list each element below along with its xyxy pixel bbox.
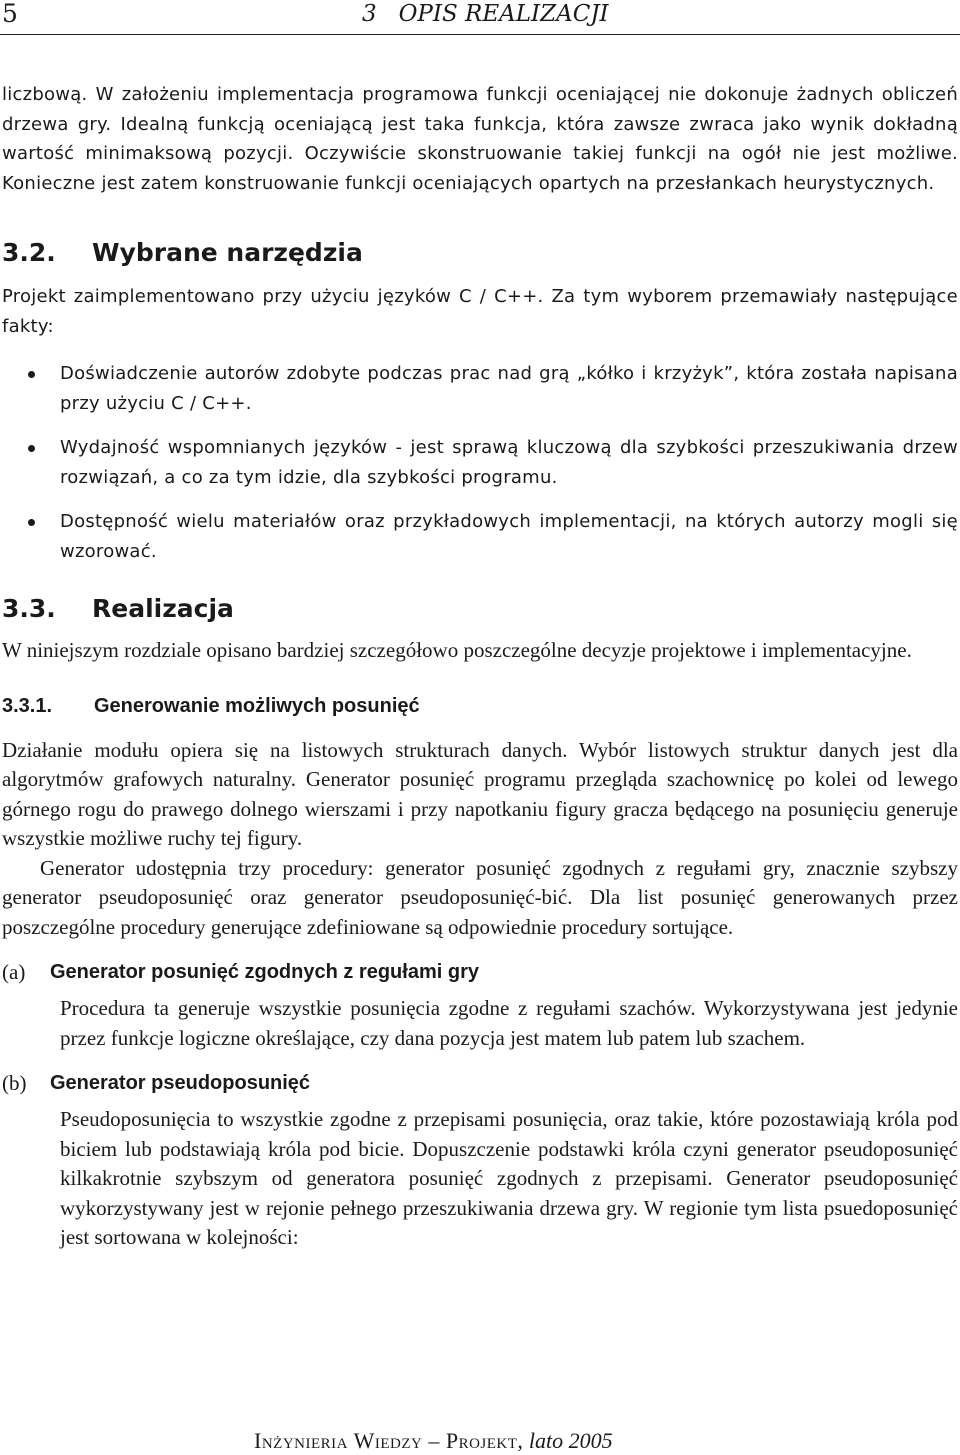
page-footer <box>254 1428 613 1454</box>
item-label: (b) <box>2 1071 27 1095</box>
item-body <box>2 994 958 1053</box>
section-heading-3-2 <box>2 238 958 268</box>
body-paragraph: Działanie modułu opiera się na listowych strukturach danych. Wybór listowych struktur danych jest dla algorytmów grafowych naturalny. Generator posunięć programu przegląda szachownicę po kolei od lewego górnego rogu do prawego dolnego wierszami i przy napotkaniu figury gracza będącego na posunięciu generuje wszystkie możliwe ruchy tej figury. <box>2 737 958 850</box>
section-lead-paragraph: W niniejszym rozdziale opisano bardziej szczegółowo poszczególne decyzje projektowe i implementacyjne. <box>2 638 912 662</box>
bullet-icon <box>28 371 35 378</box>
facts-list <box>2 359 958 566</box>
intro-paragraph: liczbową. W założeniu implementacja programowa funkcji oceniającej nie dokonuje żadnych obliczeń drzewa gry. Idealną funkcją oceniającą jest taka funkcja, która zawsze zwraca jako wynik dokładną wartość minimaksową pozycji. Oczywiście skonstruowanie takiej funkcji na ogół nie jest możliwe. Konieczne jest zatem konstruowanie funkcji oceniających opartych na przesłankach heurystycznych. <box>2 84 958 194</box>
list-item: Dostępność wielu materiałów oraz przykładowych implementacji, na których autorzy mogli się wzorować. <box>60 507 958 566</box>
item-title: Generator posunięć zgodnych z regułami gry <box>50 961 479 983</box>
item-body <box>2 1105 958 1253</box>
section-title: Wybrane narzędzia <box>92 238 363 267</box>
footer-publication: Inżynieria Wiedzy – Projekt, <box>254 1428 524 1453</box>
section-lead-paragraph: Projekt zaimplementowano przy użyciu języków C / C++. Za tym wyborem przemawiały następujące fakty: <box>2 286 958 337</box>
page-number: 5 <box>2 0 18 28</box>
subsection-number: 3.3.1. <box>2 694 53 717</box>
header-rule <box>0 34 960 35</box>
subsection-heading-3-3-1 <box>2 692 958 720</box>
list-item: Wydajność wspomnianych języków - jest sprawą kluczową dla szybkości przeszukiwania drzew rozwiązań, a co za tym idzie, dla szybkości programu. <box>60 433 958 492</box>
bullet-icon <box>28 519 35 526</box>
running-title: 3 OPIS REALIZACJI <box>362 1 609 27</box>
item-title: Generator pseudoposunięć <box>50 1072 311 1094</box>
section-heading-3-3 <box>2 594 958 624</box>
page-body <box>2 80 958 1253</box>
body-paragraph: Pseudoposunięcia to wszystkie zgodne z przepisami posunięcia, oraz takie, które pozostawiają króla pod biciem lub podstawiają króla pod bicie. Dopuszczenie podstawki króla czyni generator pseudoposunięć kilkakrotnie szybszym od generatora posunięć zgodnych z przepisami. Generator pseudoposunięć wykorzystywany jest w rejonie pełnego przeszukiwania drzewa gry. W regionie tym lista psuedoposunięć jest sortowana w kolejności: <box>60 1107 958 1249</box>
item-heading-b <box>2 1069 958 1097</box>
section-number: 3.2. <box>2 238 56 267</box>
subsection-title: Generowanie możliwych posunięć <box>94 694 420 717</box>
item-heading-a <box>2 958 958 986</box>
bullet-icon <box>28 445 35 452</box>
footer-term: lato 2005 <box>528 1428 613 1453</box>
list-item: Doświadczenie autorów zdobyte podczas prac nad grą „kółko i krzyżyk”, która została napisana przy użyciu C / C++. <box>60 359 958 418</box>
section-title: Realizacja <box>92 594 234 623</box>
body-paragraph: Generator udostępnia trzy procedury: generator posunięć zgodnych z regułami gry, znacznie szybszy generator pseudoposunięć oraz generator pseudoposunięć-bić. Dla list posunięć generowanych przez poszczególne procedury generujące zdefiniowane są odpowiednie procedury sortujące. <box>2 855 958 939</box>
body-paragraph: Procedura ta generuje wszystkie posunięcia zgodne z regułami szachów. Wykorzystywana jest jedynie przez funkcje logiczne określające, czy dana pozycja jest matem lub patem lub szachem. <box>60 996 958 1050</box>
section-number: 3.3. <box>2 594 56 623</box>
running-header <box>0 0 960 32</box>
item-label: (a) <box>2 960 26 984</box>
